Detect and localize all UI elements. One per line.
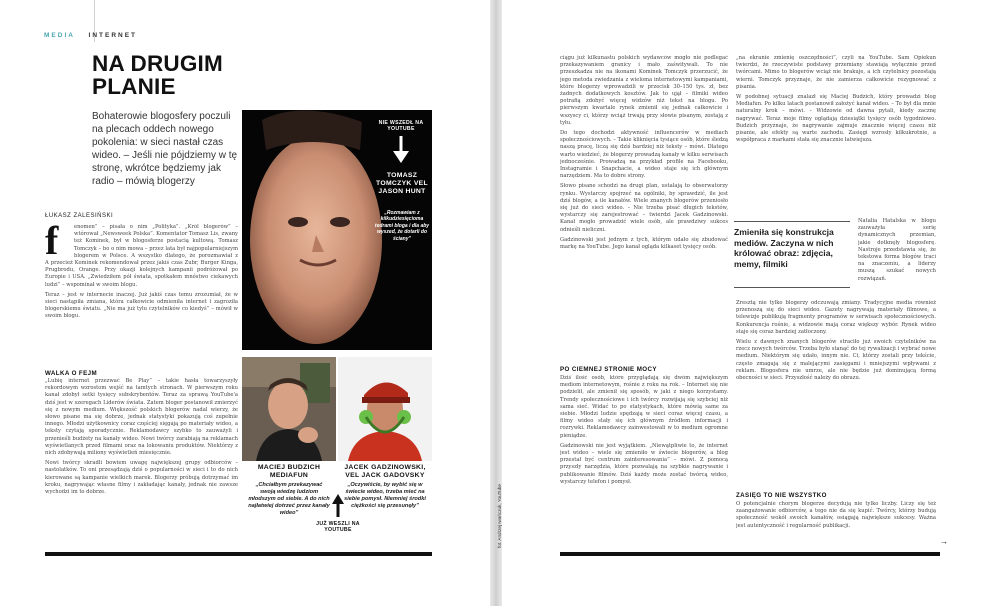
photo-gadzinowski <box>338 357 432 461</box>
caption-tomczyk-quote: „Rozmawiam z kilkudziesięcioma tedrami bloga i dla aby wyszed, że dotarli do ściany” <box>374 210 430 242</box>
caption-budzich-name: MACIEJ BUDZICH MEDIAFUN <box>257 464 321 479</box>
arrow-down-icon <box>392 136 410 164</box>
photo-credit: fot. Andrzej Iwańczuk, YouTube <box>497 484 502 548</box>
dropcap: f <box>45 218 59 263</box>
right-paragraph-1: ciągu już kilkunastu polskich wydawców mogło nie podlegać przekazywaniem granicy i mało zaświtywali. To nie przeszkadza nie na ikonami Kominek Tomczyk przerzucić, że jego metoda zwiedzania z wieloma internetowymi kampaniami, które blogerzy wprowadzili w przecisk 30–150 tys. zł, bez żadnych dodatkowych kosztów. Jak to ujął – filmiki wideo potrafią zdobyć więcej widzów niż tekst na blogu. Po pierwszym kwartale rynek zmienił się jednak całkowicie i wszyscy ci, którzy wciąż trwają przy słowie pisanym, zostają z tyłu. <box>560 55 728 126</box>
photo-budzich <box>242 357 336 461</box>
left-paragraph-1: „Lubię internet przezwać Be Play” – takie hasła towarzyszyły rekordowym wzrostom wejść na tamtych stronach. W pierwszym roku kanał zdobył setki tysięcy subskrybentów. Teraz za sprawą YouTube'a dziś jest w szeregach Liderów świata. Zatem bloger postanowił zmierzyć się z nowym medium. Większość polskich blogerów nadal wierzy, że słowo pisane ma się dobrze, jednak statystyki pokazują coś zupełnie innego. Młodzi użytkownicy coraz częściej sięgają po materiały wideo, a teksty czytają sporadycznie. Reklamodawcy szybko to zauważyli i przenieśli budżety na kanały wideo. Nowi twórcy zarabiają na reklamach wyświetlanych przed filmami oraz na lokowaniu produktów. Niektórzy z nich zdobywają miliony wyświetleń miesięcznie. <box>45 378 238 457</box>
right-paragraph-6: Gadzinowski nie jest wyjątkiem. „Niewątpliwie to, że internet jest wideo – wiele się zmieniło w świecie blogerów, a blog przestał być centrum zainteresowania” – mówi. Z pomocą przyszły narzędzia, które pozwalają na szybkie nagrywanie i publikowanie filmów. Dziś każdy może zostać twórcą wideo, wystarczy telefon i pomysł. <box>560 442 728 485</box>
right-column-2-top <box>736 55 936 215</box>
section-internet: INTERNET <box>88 32 138 39</box>
photo-tomczyk <box>242 110 432 350</box>
caption-budzich-quote: „Chciałbym przekazywać swoją wiedzę ludziom młodszym od siebie. A do nich najłatwiej dotrzeć przez kanały wideo” <box>248 482 330 516</box>
gadzinowski-portrait <box>338 357 432 461</box>
right-paragraph-2: Do tego dochodzi aktywność influencerów w mediach społecznościowych. – Takie kliknięcia tysiące osób, które śledzą naszą pracę, liczą się dziś bardziej niż teksty – mówi. Dlatego warto wiedzieć, że blogerzy prowadzą kanały w kilku serwisach jednocześnie. Prowadzą na przykład profile na Facebooku, Instagramie i Snapchacie, a wideo staje się ich głównym narzędziem. Ma to dobre strony. <box>560 130 728 180</box>
article-author: ŁUKASZ ZALESIŃSKI <box>45 213 114 219</box>
right2-paragraph-4: Zresztą nie tylko blogerzy odczuwają zmiany. Tradycyjne media również przenoszą się do sieci wideo. Gazety nagrywają materiały filmowe, a telewizje publikują fragmenty programów w serwisach społecznościowych. Konkurencja rośnie, a widzowie mają coraz większy wybór. Rynek wideo staje się coraz bardziej zatłoczony. <box>736 300 936 335</box>
left-column-body <box>45 378 238 538</box>
intro-text <box>74 224 238 258</box>
right-column-2-beside <box>858 218 936 298</box>
right-paragraph-4: Gadzinowski jest jednym z tych, którym udało się zbudować markę na YouTube. Jego kanał ogląda kilkaset tysięcy osób. <box>560 236 728 251</box>
section-media: MEDIA <box>44 32 75 39</box>
arrow-label-top: NIE WSZEDŁ NA YOUTUBE <box>378 120 424 133</box>
right-paragraph-5: Dziś ilość osób, które przyglądają się dwóm największym mediom internetowym, rośnie z roku na rok. – Internet się nie podzielił, ale zmienił się sposób, w jaki z niego korzystamy. Trendy społecznościowe i ich twórcy rozwijają się szybciej niż sama sieć. Widać to po statystykach, które mówią same za siebie. Młodzi ludzie spędzają w sieci coraz więcej czasu, a filmy wideo stały się ich głównym źródłem informacji i rozrywki. Reklamodawcy zainwestowali w to medium ogromne pieniądze. <box>560 375 728 439</box>
budzich-portrait <box>242 357 336 461</box>
caption-gadzinowski-quote: „Oczywiście, by wybić się w świecie wideo, trzeba mieć na siebie pomysł. Niemniej środki ciężkości się przesunęły” <box>344 482 426 509</box>
arrow-up-icon <box>331 494 345 518</box>
intro-text-cont <box>45 260 238 356</box>
intro-paragraph-3: Teraz – jest w internecie inaczej. Już jakiś czas temu zrozumiał, że w sieci nastąpiła zmiana, która całkowicie odmieniła internet i zagroziła blogerskiemu światu. „Nie ma już tylu czytelników co kiedyś” – mówił w swoim blogu. <box>45 291 238 320</box>
right2-paragraph-1: „na ekranie zmienię oszczędności”, czyli na YouTube. Sam Opiekun twierdzi, że rzeczywiste podstawy przemiany stawiają wyłącznie przed twórcami. Mimo to blogerów wciąż nie brakuje, a ich czytelnicy pozostają wierni. Tomczyk przyznaje, że nie zamierza całkowicie rezygnować z pisania. <box>736 55 936 90</box>
intro-paragraph-1: enomen” – pisała o nim „Polityka”. „Król blogerów” – wtórował „Newsweek Polska”. Komentator Tomasz Lis, zwany też Kominek, był w blogosferze postacią kultową. Tomasz Tomczyk – bo o nim mowa – przez lata był najpopularniejszym blogerem w Polsce. A wszystko dlatego, że porozmawiał z <box>74 224 238 258</box>
bottom-rule-left <box>45 552 432 556</box>
right2-paragraph-5: Wielu z dawnych znanych blogerów straciło już swoich czytelników na rzecz nowych twórców. Trzeba było stanąć do tej rywalizacji i wybrać nowe medium. Niektórym się udało, innym nie. Ci, którzy zostali przy tekście, często zmagają się z malejącymi zasięgami i mniejszymi wpływami z reklam. Blogosfera nie umrze, ale nie będzie już dominującą formą obecności w sieci. Przyszłość należy do obrazu. <box>736 339 936 382</box>
caption-gadzinowski-name: JACEK GADZINOWSKI, VEL JACK GADOVSKY <box>344 464 426 479</box>
article-lead: Bohaterowie blogosfery poczuli na plecach oddech nowego pokolenia: w sieci nastał czas wideo. – Jeśli nie pójdziemy w tę stronę, wkrótce będziemy jak radio – mówią blogerzy <box>92 111 238 187</box>
bottom-rule-right <box>560 552 940 556</box>
right2-paragraph-2: W podobnej sytuacji znalazł się Maciej Budzich, który prowadzi blog Mediafun. Po kilku latach postanowił założyć kanał wideo. – To był dla mnie naturalny krok – mówi. – Widzowie od dawna pytali, kiedy zacznę nagrywać. Teraz moje filmy oglądają dziesiątki tysięcy osób tygodniowo. Budzich przyznaje, że nagrywanie zajmuje znacznie więcej czasu niż pisanie, ale efekty są warte zachodu. Zasięgi wzrosły kilkukrotnie, a współpraca z markami stała się znacznie łatwiejsza. <box>736 94 936 144</box>
right-column-1-lower <box>560 375 728 545</box>
subhead-walka: WALKA O FEJM <box>45 370 98 377</box>
caption-tomczyk-name: TOMASZ TOMCZYK VEL JASON HUNT <box>376 172 428 195</box>
right-paragraph-3: Słowo pisane schodzi na drugi plan, ustalają to obserwatorzy rynku. Wystarczy spojrzeć na ogólniki, by sprawdzić, ile jest dziś blogów, a ile kanałów. Wiele znanych blogerów przeniosło się już do sieci wideo. – Nie trzeba pisać długich tekstów, wystarczy się zarejestrować – twierdzi Jacek Gadzinowski. Kanał mogło prowadzić wiele osób, ale prawdziwy sukces odnieśli nieliczni. <box>560 183 728 233</box>
pull-quote: Zmieniła się konstrukcja mediów. Zaczyna w nich królować obraz: zdjęcia, memy, filmiki <box>734 227 834 269</box>
pull-quote-rule-bottom <box>734 287 850 288</box>
subhead-ciemna-strona: PO CIEMNEJ STRONIE MOCY <box>560 366 657 373</box>
left-paragraph-2: Nowi twórcy skradli bowiem uwagę największej grupy odbiorców – nastolatków. To oni przesądzają dziś o popularności w sieci i to do nich kierowane są kampanie wielkich marek. Blogerzy próbują dotrzymać im kroku, nagrywając własne filmy i zakładając kanały, jednak nie zawsze wychodzi im to dobrze. <box>45 460 238 496</box>
continue-arrow-icon: → <box>940 537 948 546</box>
intro-paragraph-2: A przecież Kominek rekomendował przez jakiś czas Żubr, Burger Kinga, Prugbrodu, Orange. Przy okazji kolejnych kampanii podróżował po Europie i USA. „Zwiedziłem pół świata, spotkałem mnóstwo ciekawych ludzi” – wspominał w swoim blogu. <box>45 260 238 288</box>
pull-quote-rule-top <box>734 221 850 222</box>
subhead-zasieg: ZASIĘG TO NIE WSZYSTKO <box>736 492 827 499</box>
right-column-2-bottom <box>736 501 936 547</box>
right-column-2-mid <box>736 300 936 484</box>
article-title: NA DRUGIM PLANIE <box>92 51 223 99</box>
left-page <box>0 0 490 606</box>
right-column-1 <box>560 55 728 351</box>
right2-paragraph-6: O potencjalnie chorym blogerze decydują nie tylko liczby. Liczy się też zaangażowanie odbiorców, a tego nie da się kupić. Twórcy, którzy budują społeczność wokół swoich kanałów, osiągają największe sukcesy. Ważna jest autentyczność i regularność publikacji. <box>736 501 936 529</box>
section-label <box>44 32 137 39</box>
right2-paragraph-3: Natalia Hatalska w blogu zauważyła serię dynamicznych przemian, jakie dotknęły blogosferę. Nastroje przedstawia się, że tekstowa forma blogów traci na znaczeniu, a liderzy muszą szukać nowych rozwiązań. <box>858 218 936 282</box>
arrow-label-bottom: JUŻ WESZLI NA YOUTUBE <box>316 521 360 534</box>
